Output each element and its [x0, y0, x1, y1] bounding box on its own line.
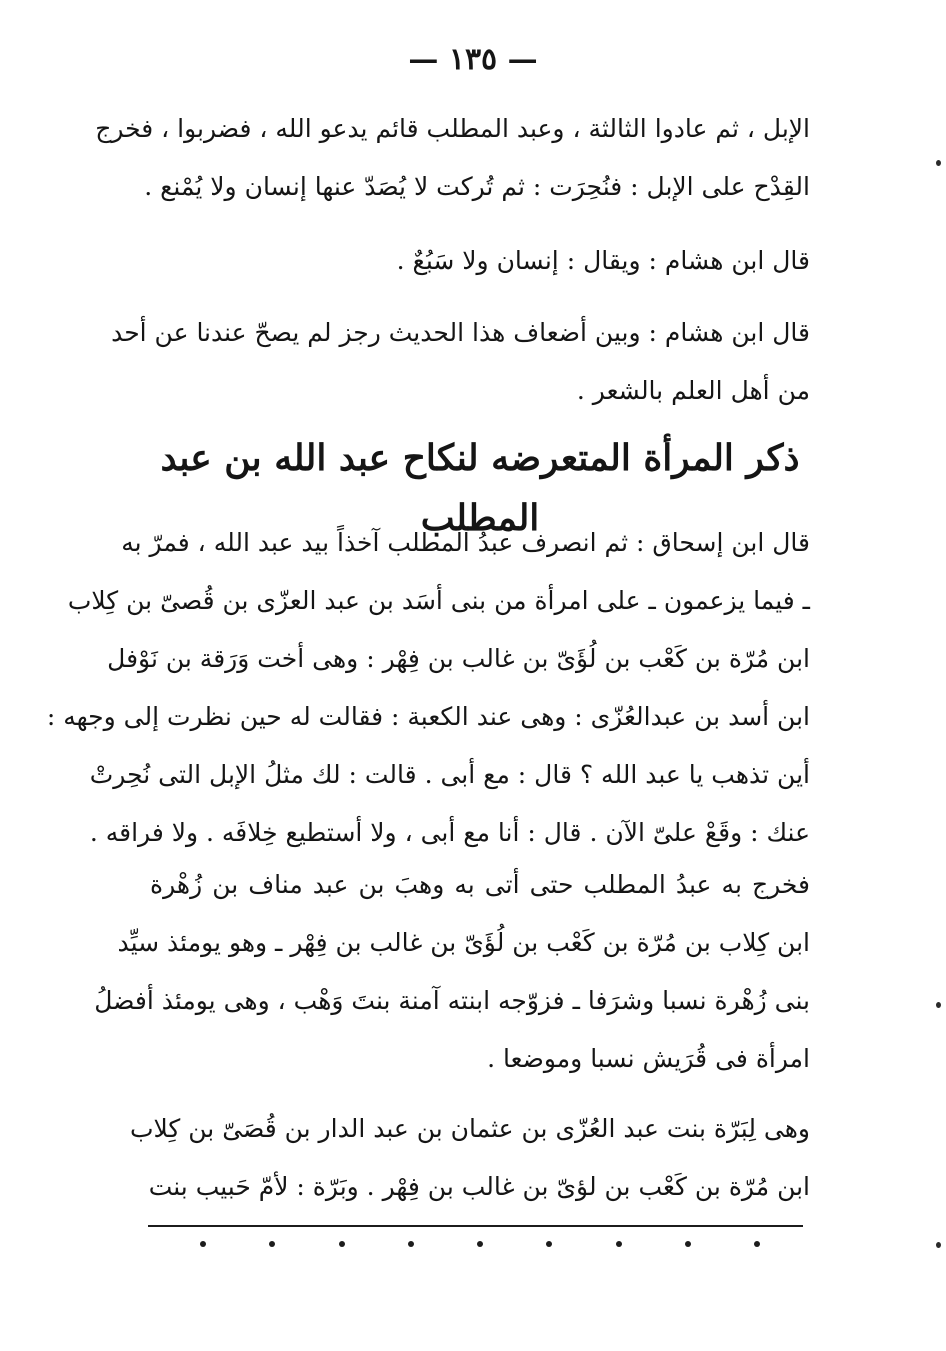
text-line: قال ابن إسحاق : ثم انصرف عبدُ المطلب آخذاً بيد عبد الله ، فمرّ به: [121, 528, 810, 557]
footnote-divider: [148, 1225, 803, 1227]
text-line: ابن مُرّة بن كَعْب بن لؤىّ بن غالب بن فِهْر . وبَرّة : لأمّ حَبيب بنت: [148, 1172, 810, 1201]
text-line: ابن أسد بن عبدالعُزّى : وهى عند الكعبة : فقالت له حين نظرت إلى وجهه :: [46, 702, 810, 731]
paragraph-1: [95, 100, 810, 216]
text-line: وهى لِبَرّة بنت عبد العُزّى بن عثمان بن عبد الدار بن قُصَىّ بن كِلاب: [129, 1114, 810, 1143]
text-line: عنك : وقَعْ علىّ الآن . قال : أنا مع أبى ، ولا أستطيع خِلافَه . ولا فراقه .: [89, 818, 810, 847]
scan-mark: [936, 1002, 941, 1008]
text-line: قال ابن هشام : وبين أضعاف هذا الحديث رجز لم يصحّ عندنا عن أحد: [111, 318, 810, 347]
footnote-dot: [685, 1241, 691, 1247]
text-line: قال ابن هشام : ويقال : إنسان ولا سَبُعٌ .: [396, 246, 810, 275]
text-line: فخرج به عبدُ المطلب حتى أتى به وهبَ بن عبد مناف بن زُهْرة: [150, 870, 810, 899]
footnote-dot: [408, 1241, 414, 1247]
body-paragraph-3: [129, 1100, 810, 1216]
text-line: ـ فيما يزعمون ـ على امرأة من بنى أسَد بن عبد العزّى بن قُصىّ بن كِلاب: [67, 586, 810, 615]
paragraph-2: [150, 232, 810, 290]
footnote-dot: [339, 1241, 345, 1247]
paragraph-3: [111, 304, 810, 420]
text-line: ابن كِلاب بن مُرّة بن كَعْب بن لُؤَىّ بن غالب بن فِهْر ـ وهو يومئذ سيِّد: [117, 928, 810, 957]
text-line: القِدْح على الإبل : فنُحِرَت : ثم تُركت لا يُصَدّ عنها إنسان ولا يُمْنع .: [144, 172, 810, 201]
footnote-dot: [200, 1241, 206, 1247]
body-paragraph-2: [94, 856, 810, 1088]
scan-mark: [936, 160, 941, 166]
footnote-dot: [616, 1241, 622, 1247]
text-line: الإبل ، ثم عادوا الثالثة ، وعبد المطلب قائم يدعو الله ، فضربوا ، فخرج: [95, 114, 810, 143]
scan-mark: [936, 1242, 941, 1248]
footnote-dot: [546, 1241, 552, 1247]
section-heading: ذكر المرأة المتعرضه لنكاح عبد الله بن عبد المطلب: [160, 437, 800, 539]
text-line: من أهل العلم بالشعر .: [576, 376, 810, 405]
page-number: — ١٣٥ —: [408, 42, 538, 77]
footnote-dots: [200, 1234, 760, 1254]
body-paragraph-1: [46, 514, 810, 862]
footnote-dot: [754, 1241, 760, 1247]
text-line: ابن مُرّة بن كَعْب بن لُؤَىّ بن غالب بن فِهْر : وهى أخت وَرَقة بن نَوْفل: [107, 644, 810, 673]
text-line: امرأة فى قُرَيش نسبا وموضعا .: [487, 1044, 810, 1073]
text-line: أين تذهب يا عبد الله ؟ قال : مع أبى . قالت : لك مثلُ الإبل التى نُحِرتْ: [89, 760, 810, 789]
footnote-dot: [477, 1241, 483, 1247]
text-line: بنى زُهْرة نسبا وشرَفا ـ فزوّجه ابنته آمنة بنتَ وَهْب ، وهى يومئذ أفضلُ: [94, 986, 810, 1015]
footnote-dot: [269, 1241, 275, 1247]
